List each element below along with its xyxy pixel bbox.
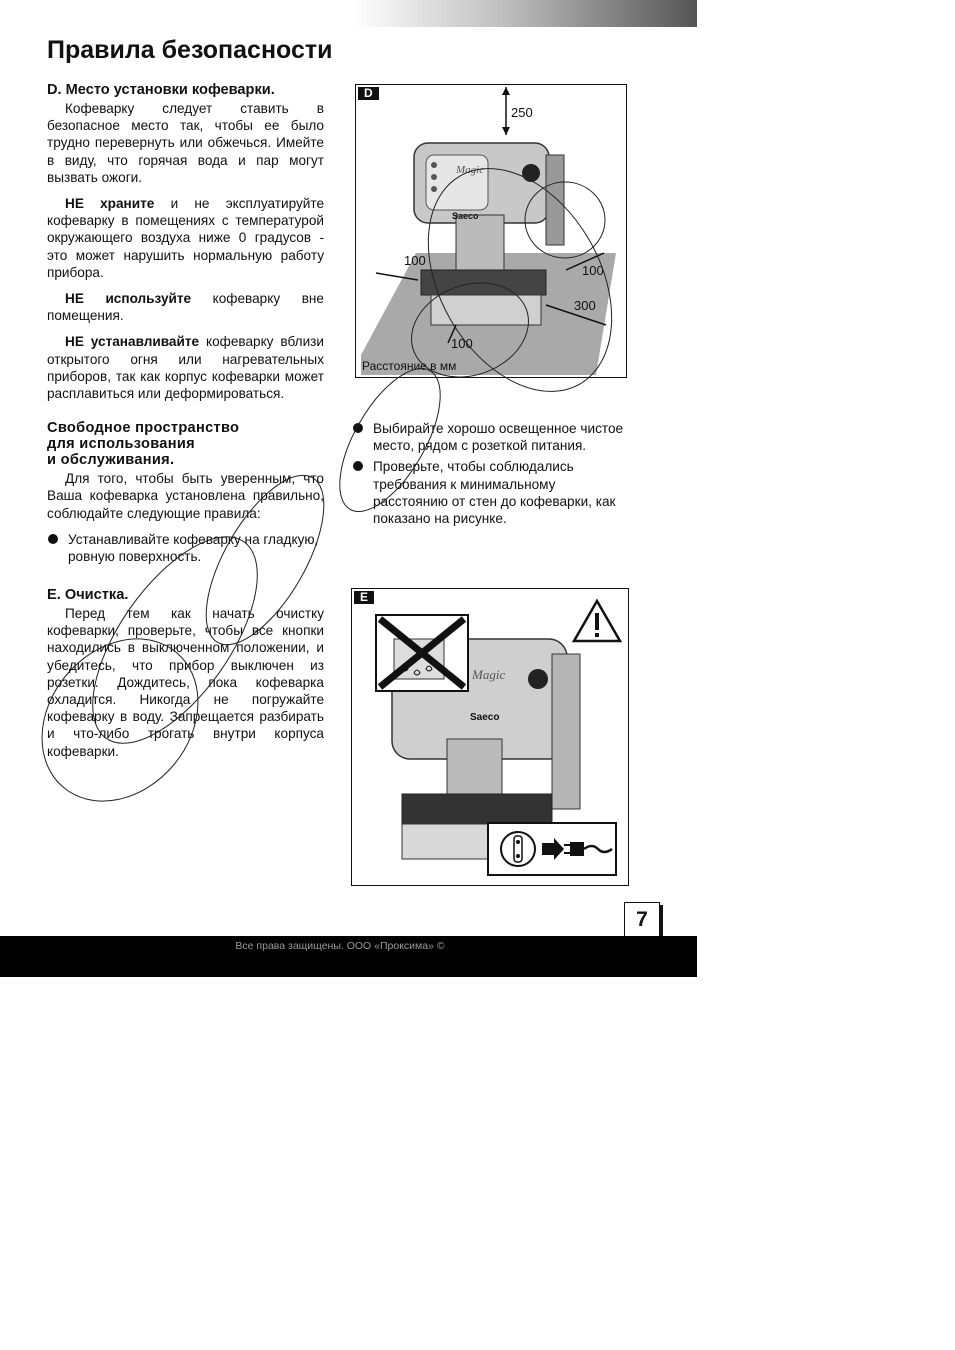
left-column [47, 82, 324, 569]
header-gradient-bar [352, 0, 697, 27]
section-e-heading: E. Очистка. [47, 587, 129, 603]
dimension-front: 100 [451, 336, 473, 351]
brand-label: Saeco [452, 211, 479, 221]
free-space-heading: Свободное пространство для использования и обслуживания. [47, 420, 240, 469]
list-item: Выбирайте хорошо освещенное чистое место, рядом с розеткой питания. [352, 420, 628, 454]
unplug-icon [488, 823, 616, 875]
drip-tray [402, 794, 552, 824]
warning-bold: НЕ используйте [65, 291, 192, 307]
free-space-intro: Для того, чтобы быть уверенным, что Ваша кофеварка установлена правильно, соблюдайте следующие правила: [47, 471, 324, 521]
machine-body [447, 739, 502, 799]
page-title: Правила безопасности [47, 36, 333, 64]
button-icon [431, 174, 437, 180]
copyright-text: Все права защищены. ООО «Проксима» © [235, 940, 445, 952]
dial-icon [522, 164, 540, 182]
warning-bold: НЕ храните [65, 196, 155, 212]
brand-label: Saeco [470, 712, 500, 723]
water-tank [552, 654, 580, 809]
figure-d [355, 84, 627, 378]
footer-bar [0, 936, 697, 977]
section-d-heading: D. Место установки кофеварки. [47, 82, 275, 98]
drip-tray [421, 270, 546, 295]
warning-triangle-icon [574, 601, 620, 641]
cleaning-illustration [352, 589, 628, 885]
model-label: Magic [472, 667, 506, 682]
coffee-machine-clearance-illustration [356, 85, 626, 377]
dimension-right: 100 [582, 263, 604, 278]
dial-icon [528, 669, 548, 689]
water-tank [546, 155, 564, 245]
section-d-paragraph-3: НЕ используйте кофеварку вне помещения. [47, 291, 324, 324]
section-d-paragraph-2: НЕ храните и не эксплуатируйте кофеварку в помещениях с температурой окружающего воздуха ниже 0 градусов - это может нарушить нормальную работу прибора. [47, 196, 324, 280]
no-water-immersion-icon [376, 615, 468, 691]
warning-bold: НЕ устанавливайте [65, 334, 200, 350]
figure-e [351, 588, 629, 886]
figure-d-tag: D [358, 87, 379, 100]
figure-d-caption: Расстояние в мм [362, 359, 457, 373]
section-e-column [47, 587, 324, 769]
figure-e-tag: E [354, 591, 374, 604]
free-space-list-left [47, 531, 324, 565]
section-d-paragraph-1: Кофеварку следует ставить в безопасное место так, чтобы ее было трудно перевернуть или обжечься. Имейте в виду, что горячая вода и пар могут вызвать ожоги. [47, 101, 324, 185]
model-label: Magic [456, 164, 485, 176]
list-item: Проверьте, чтобы соблюдались требования к минимальному расстоянию от стен до кофеварки, как показано на рисунке. [352, 458, 628, 527]
button-icon [431, 186, 437, 192]
machine-body [456, 215, 504, 275]
section-d-paragraph-4: НЕ устанавливайте кофеварку вблизи открытого огня или нагревательных приборов, так как корпус кофеварки может расплавиться или деформироваться. [47, 334, 324, 402]
dimension-left: 100 [404, 253, 426, 268]
arrow-head [502, 87, 510, 95]
section-e-paragraph: Перед тем как начать очистку кофеварки, проверьте, чтобы все кнопки находились в выключенном положении, и убедитесь, что прибор выключен из розетки. Дождитесь, пока кофеварка охладится. Никогда не погружайте кофеварку в воду. Запрещается разбирать и что-либо трогать внутри корпуса кофеварки. [47, 606, 324, 759]
button-icon [431, 162, 437, 168]
page-number: 7 [624, 902, 660, 938]
list-item: Устанавливайте кофеварку на гладкую, ровную поверхность. [47, 531, 324, 565]
free-space-list-right [352, 420, 628, 527]
arrow-head [502, 127, 510, 135]
dimension-back: 300 [574, 298, 596, 313]
dimension-top: 250 [511, 105, 533, 120]
right-column-bullets [352, 420, 628, 531]
machine-base [431, 295, 541, 325]
